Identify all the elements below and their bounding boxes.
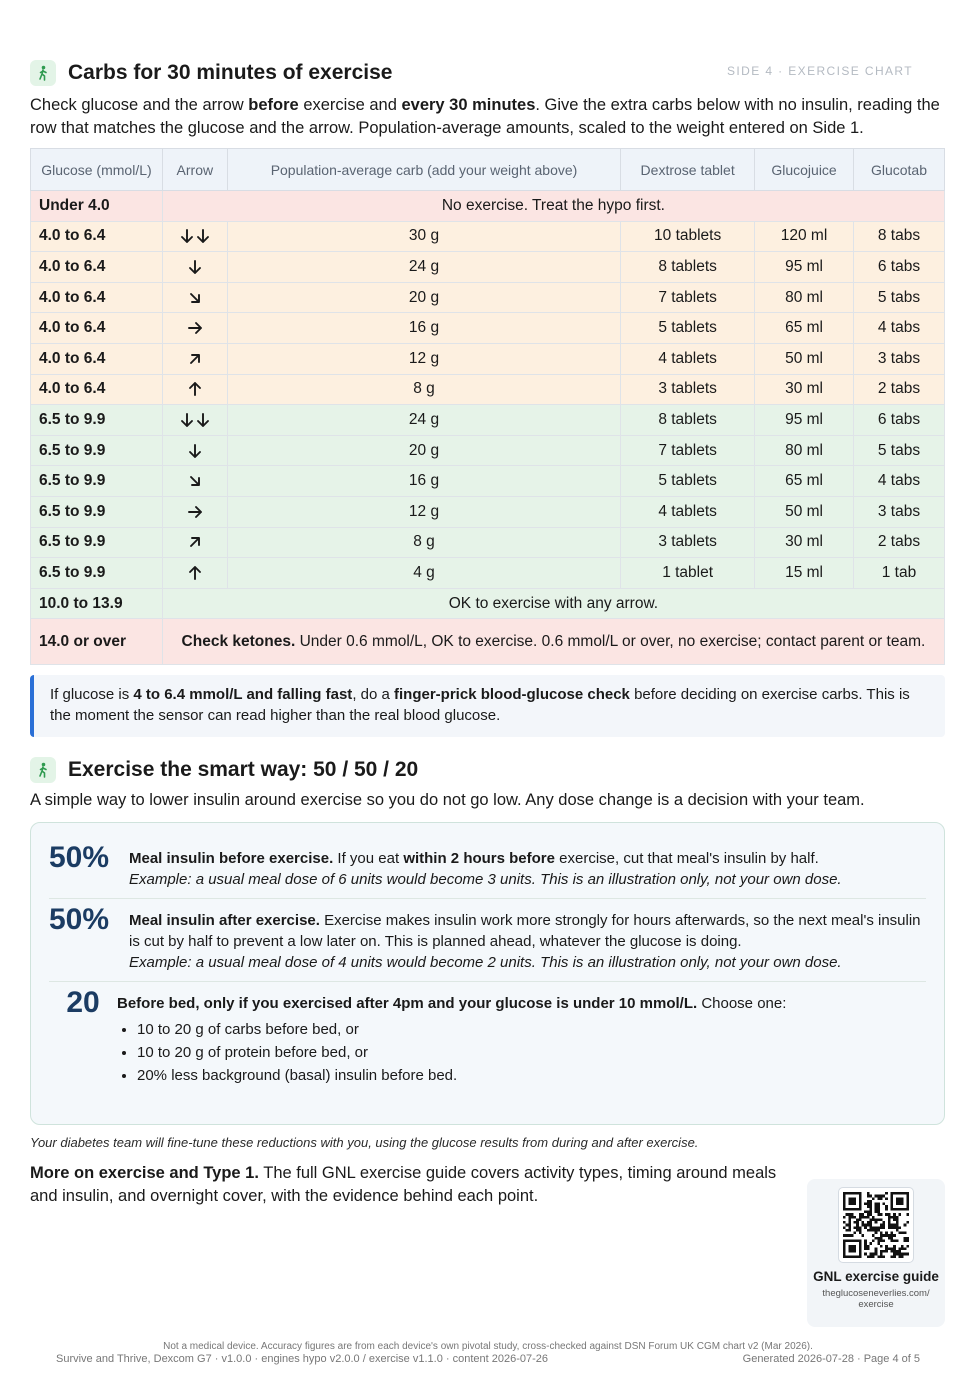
glucojuice-cell: 120 ml	[755, 221, 854, 252]
carb-cell: 4 g	[227, 558, 620, 589]
up-right-arrow-icon	[162, 527, 227, 558]
glucotab-cell: 4 tabs	[854, 466, 945, 497]
glucose-cell: 4.0 to 6.4	[31, 282, 163, 313]
table-row	[31, 435, 945, 466]
dextrose-cell: 5 tablets	[621, 466, 755, 497]
table-row	[31, 221, 945, 252]
carb-cell: 20 g	[227, 282, 620, 313]
carb-cell: 30 g	[227, 221, 620, 252]
glucojuice-cell: 95 ml	[755, 252, 854, 283]
footer-page: Generated 2026-07-28 · Page 4 of 5	[742, 1353, 920, 1365]
bedtime-options	[137, 1018, 786, 1087]
team-footnote: Your diabetes team will fine-tune these reductions with you, using the glucose results from during and after exercise.	[30, 1135, 699, 1151]
list-item: • 20% less background (basal) insulin before bed.	[137, 1064, 786, 1087]
table-row	[31, 252, 945, 283]
row-10-to-13	[31, 588, 945, 619]
table-row	[31, 405, 945, 436]
down-arrow-icon	[162, 435, 227, 466]
more-text: More on exercise and Type 1. The full GNL exercise guide covers activity types, timing around meals and insulin, and overnight cover, with the evidence behind each point.	[30, 1164, 777, 1206]
table-row	[31, 496, 945, 527]
smart-intro: A simple way to lower insulin around exercise so you do not go low. Any dose change is a decision with your team.	[30, 791, 865, 810]
header-dextrose: Dextrose tablet	[621, 149, 755, 191]
span-note: No exercise. Treat the hypo first.	[162, 191, 944, 222]
rule-percent: 20	[66, 986, 100, 1020]
qr-code-icon[interactable]	[838, 1187, 914, 1263]
qr-card[interactable]	[807, 1179, 945, 1327]
glucojuice-cell: 50 ml	[755, 496, 854, 527]
glucojuice-cell: 65 ml	[755, 466, 854, 497]
glucojuice-cell: 30 ml	[755, 374, 854, 405]
down-right-arrow-icon	[162, 466, 227, 497]
glucose-cell: 6.5 to 9.9	[31, 405, 163, 436]
glucojuice-cell: 80 ml	[755, 435, 854, 466]
glucotab-cell: 3 tabs	[854, 343, 945, 374]
dextrose-cell: 4 tablets	[621, 496, 755, 527]
glucose-cell: 4.0 to 6.4	[31, 221, 163, 252]
span-note: OK to exercise with any arrow.	[162, 588, 944, 619]
list-item: • 10 to 20 g of carbs before bed, or	[137, 1018, 786, 1041]
rule-example: Example: a usual meal dose of 6 units would become 3 units. This is an illustration only, not your own dose.	[129, 871, 842, 889]
up-arrow-icon	[162, 558, 227, 589]
carb-cell: 24 g	[227, 252, 620, 283]
carb-cell: 8 g	[227, 527, 620, 558]
down-arrow-icon	[162, 252, 227, 283]
page	[30, 58, 945, 1310]
dextrose-cell: 8 tablets	[621, 405, 755, 436]
runner-icon	[30, 757, 56, 783]
glucose-cell: 4.0 to 6.4	[31, 313, 163, 344]
dextrose-cell: 8 tablets	[621, 252, 755, 283]
glucose-cell: 4.0 to 6.4	[31, 252, 163, 283]
right-arrow-icon	[162, 313, 227, 344]
glucose-cell: 14.0 or over	[31, 619, 163, 665]
glucojuice-cell: 65 ml	[755, 313, 854, 344]
glucotab-cell: 5 tabs	[854, 435, 945, 466]
rule-example: Example: a usual meal dose of 4 units would become 2 units. This is an illustration only, not your own dose.	[129, 954, 842, 972]
glucotab-cell: 1 tab	[854, 558, 945, 589]
dextrose-cell: 3 tablets	[621, 527, 755, 558]
dextrose-cell: 10 tablets	[621, 221, 755, 252]
rule-percent: 50%	[49, 903, 110, 937]
dextrose-cell: 4 tablets	[621, 343, 755, 374]
exercise-carb-table	[30, 148, 945, 665]
dextrose-cell: 1 tablet	[621, 558, 755, 589]
falling-fast-callout: If glucose is 4 to 6.4 mmol/L and falling fast, do a finger-prick blood-glucose check before deciding on exercise carbs. This is the moment the sensor can read higher than the real blood glucose.	[30, 675, 945, 737]
rule-text: Before bed, only if you exercised after 4pm and your glucose is under 10 mmol/L. Choose one: • 10 to 20 g of carbs before bed, or • 10 to 20 g of protein before bed, or • 20% less background (basal) insulin before bed.	[117, 988, 786, 1087]
carbs-intro: Check glucose and the arrow before exercise and every 30 minutes. Give the extra carbs below with no insulin, reading the row that matches the glucose and the arrow. Population-average amounts, scaled to the weight entered on Side 1.	[30, 96, 940, 137]
glucotab-cell: 8 tabs	[854, 221, 945, 252]
carb-cell: 16 g	[227, 466, 620, 497]
row-under-4	[31, 191, 945, 222]
carb-cell: 16 g	[227, 313, 620, 344]
dextrose-cell: 7 tablets	[621, 435, 755, 466]
double-down-arrow-icon	[162, 221, 227, 252]
header-glucotab: Glucotab	[854, 149, 945, 191]
glucojuice-cell: 95 ml	[755, 405, 854, 436]
rule-bedtime	[49, 982, 926, 1095]
glucotab-cell: 6 tabs	[854, 252, 945, 283]
glucose-cell: 4.0 to 6.4	[31, 343, 163, 374]
double-down-arrow-icon	[162, 405, 227, 436]
glucose-cell: 4.0 to 6.4	[31, 374, 163, 405]
glucotab-cell: 2 tabs	[854, 527, 945, 558]
header-arrow: Arrow	[162, 149, 227, 191]
table-row	[31, 282, 945, 313]
down-right-arrow-icon	[162, 282, 227, 313]
glucose-cell: 6.5 to 9.9	[31, 558, 163, 589]
rule-percent: 50%	[49, 841, 110, 875]
runner-icon	[30, 60, 56, 86]
header-glucose: Glucose (mmol/L)	[31, 149, 163, 191]
section-header-smart	[30, 755, 945, 785]
header-carb: Population-average carb (add your weight above)	[227, 149, 620, 191]
table-row	[31, 558, 945, 589]
section-title-carbs: Carbs for 30 minutes of exercise	[68, 61, 393, 84]
glucotab-cell: 2 tabs	[854, 374, 945, 405]
table-row	[31, 374, 945, 405]
glucojuice-cell: 50 ml	[755, 343, 854, 374]
carb-cell: 12 g	[227, 496, 620, 527]
up-right-arrow-icon	[162, 343, 227, 374]
glucojuice-cell: 15 ml	[755, 558, 854, 589]
qr-url[interactable]: theglucoseneverlies.com/ exercise	[822, 1288, 930, 1310]
table-row	[31, 466, 945, 497]
glucose-cell: 6.5 to 9.9	[31, 435, 163, 466]
footer	[0, 1341, 976, 1365]
carb-cell: 24 g	[227, 405, 620, 436]
smart-rules-box	[30, 822, 945, 1125]
glucose-cell: 10.0 to 13.9	[31, 588, 163, 619]
carb-cell: 20 g	[227, 435, 620, 466]
right-arrow-icon	[162, 496, 227, 527]
glucojuice-cell: 30 ml	[755, 527, 854, 558]
dextrose-cell: 7 tablets	[621, 282, 755, 313]
glucotab-cell: 3 tabs	[854, 496, 945, 527]
up-arrow-icon	[162, 374, 227, 405]
table-header-row	[31, 149, 945, 191]
carb-cell: 8 g	[227, 374, 620, 405]
rule-meal-before	[49, 837, 926, 899]
list-item: • 10 to 20 g of protein before bed, or	[137, 1041, 786, 1064]
glucose-cell: 6.5 to 9.9	[31, 496, 163, 527]
section-header-carbs	[30, 58, 945, 88]
section-title-smart: Exercise the smart way: 50 / 50 / 20	[68, 758, 419, 782]
qr-title: GNL exercise guide	[813, 1269, 939, 1284]
footer-disclaimer: Not a medical device. Accuracy figures are from each device's own pivotal study, cross-checked against DSN Forum UK CGM chart v2 (Mar 2026).	[163, 1341, 813, 1352]
dextrose-cell: 3 tablets	[621, 374, 755, 405]
glucotab-cell: 4 tabs	[854, 313, 945, 344]
carb-cell: 12 g	[227, 343, 620, 374]
side-tag: SIDE 4 · EXERCISE CHART	[726, 64, 913, 78]
ketones-note: Check ketones. Under 0.6 mmol/L, OK to exercise. 0.6 mmol/L or over, no exercise; contact parent or team.	[162, 619, 944, 665]
rule-meal-after	[49, 899, 926, 982]
rule-text: Meal insulin after exercise. Exercise makes insulin work more strongly for hours afterwards, so the next meal's insulin is cut by half to prevent a low later on. This is planned ahead, whatever the glucose is doing. Example: a usual meal dose of 4 units would become 2 units. This is an illustration only, not your own dose.	[129, 912, 921, 972]
glucotab-cell: 6 tabs	[854, 405, 945, 436]
glucose-cell: 6.5 to 9.9	[31, 527, 163, 558]
table-row	[31, 313, 945, 344]
glucose-cell: Under 4.0	[31, 191, 163, 222]
glucojuice-cell: 80 ml	[755, 282, 854, 313]
table-row	[31, 343, 945, 374]
dextrose-cell: 5 tablets	[621, 313, 755, 344]
table-row	[31, 527, 945, 558]
footer-version: Survive and Thrive, Dexcom G7 · v1.0.0 · engines hypo v2.0.0 / exercise v1.1.0 · content 2026-07-26	[56, 1353, 549, 1365]
header-glucojuice: Glucojuice	[755, 149, 854, 191]
glucotab-cell: 5 tabs	[854, 282, 945, 313]
rule-text: Meal insulin before exercise. If you eat within 2 hours before exercise, cut that meal's insulin by half. Example: a usual meal dose of 6 units would become 3 units. This is an illustration only, not your own dose.	[129, 850, 842, 889]
row-14-or-over	[31, 619, 945, 665]
glucose-cell: 6.5 to 9.9	[31, 466, 163, 497]
